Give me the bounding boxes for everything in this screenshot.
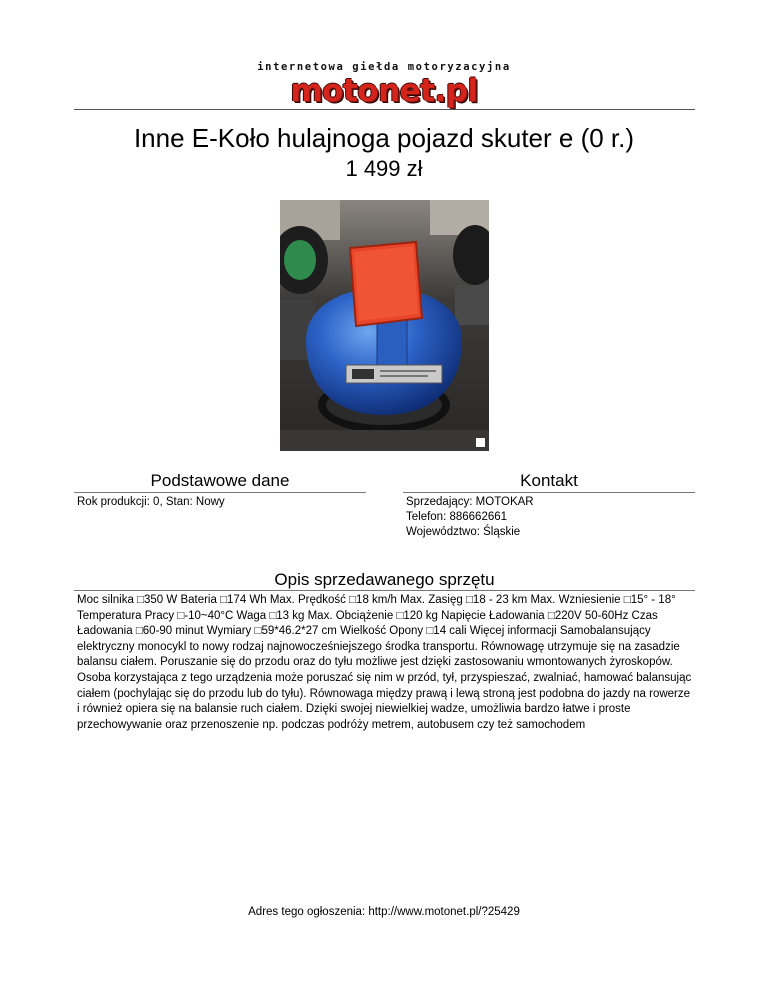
contact-seller: Sprzedający: MOTOKAR <box>406 496 534 508</box>
contact-divider <box>403 492 695 493</box>
description-heading: Opis sprzedawanego sprzętu <box>274 570 495 589</box>
logo-tagline: internetowa giełda motoryzacyjna <box>257 61 511 73</box>
logo-wordmark: motonet.pl <box>290 73 478 109</box>
basic-data-heading: Podstawowe dane <box>150 471 290 490</box>
basic-data-divider <box>74 492 366 493</box>
description-text: Moc silnika □350 W Bateria □174 Wh Max. Prędkość □18 km/h Max. Zasięg □18 - 23 km Max. Wzniesienie □15° - 18° Temperatura Pracy □-10~40°C Waga □13 kg Max. Obciążenie □120 kg Napięcie Ładowania □220V 50-60Hz Czas Ładowania □60-90 minut Wymiary □59*46.2*27 cm Wielkość Opony □14 cali Więcej informacji Samobalansujący elektryczny monocykl to nowy rodzaj najnowocześniejszego środka transportu. Równowagę utrzymuje się na zasadzie balansu ciałem. Poruszanie się do przodu oraz do tyłu możliwe jest dzięki zastosowaniu wmontowanych żyroskopów. Osoba korzystająca z tego urządzenia może poruszać się nim w przód, tył, przyspieszać, zwalniać, hamować balansując ciałem (pochylając się do przodu lub do tyłu). Równowaga między prawą i lewą stroną jest podobna do jazdy na rowerze i również opiera się na balansie ruch ciałem. Dzięki swojej niewielkiej wadze, umożliwia bardzo łatwe i proste przechowywanie oraz przenoszenie np. podczas podróży metrem, autobusem czy też samochodem <box>77 594 692 731</box>
listing-price: 1 499 zł <box>345 156 423 181</box>
listing-photo <box>280 200 489 451</box>
contact-region: Województwo: Śląskie <box>406 526 521 538</box>
basic-data-text: Rok produkcji: 0, Stan: Nowy <box>77 496 225 508</box>
description-divider <box>74 590 695 591</box>
site-logo[interactable] <box>0 60 768 107</box>
contact-heading: Kontakt <box>520 471 578 490</box>
listing-url[interactable]: Adres tego ogłoszenia: http://www.motonet.pl/?25429 <box>248 906 520 918</box>
contact-phone[interactable]: Telefon: 886662661 <box>406 511 508 523</box>
listing-title: Inne E-Koło hulajnoga pojazd skuter e (0 r.) <box>133 123 635 153</box>
header-divider <box>74 109 695 110</box>
